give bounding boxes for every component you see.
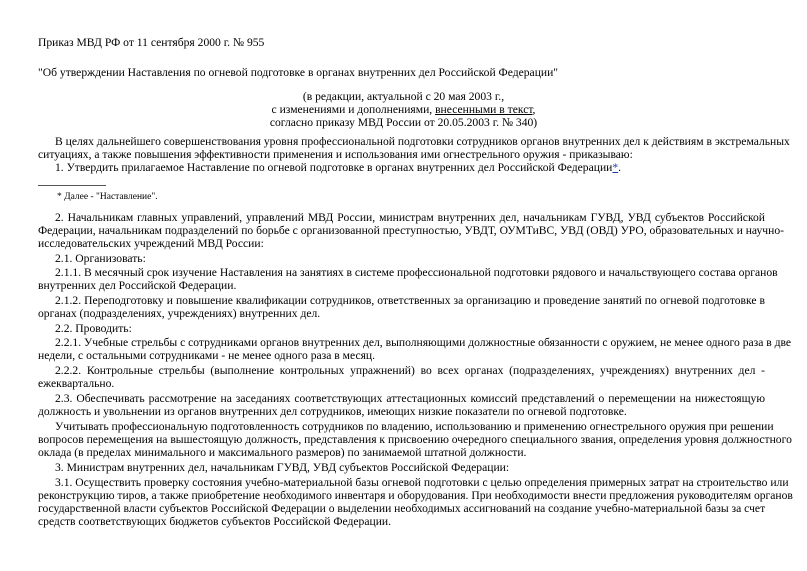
p21: 2.1. Организовать: [55, 252, 146, 265]
footnote: * Далее - "Наставление". [57, 192, 158, 202]
p31-line-3: государственной власти субъектов Российской Федерации о выделении необходимых ассигнований на создание учебно-материальной базы за счет [38, 502, 766, 515]
p23-line-1: 2.3. Обеспечивать рассмотрение на заседаниях соответствующих аттестационных комиссий представлений о перемещении на нижестоящую [55, 392, 765, 405]
p31-line-4: средств соответствующих бюджетов субъектов Российской Федерации. [38, 515, 392, 528]
edition-comma: , [532, 103, 536, 116]
order-subject: "Об утверждении Наставления по огневой подготовке в органах внутренних дел Российской Федерации" [38, 66, 559, 79]
p212-line-1: 2.1.2. Переподготовку и повышение квалификации сотрудников, ответственных за организацию и проведение занятий по огневой подготовке в [55, 294, 765, 307]
p211-line-1: 2.1.1. В месячный срок изучение Наставления на занятиях в системе профессиональной подготовки рядового и начальствующего состава органов [55, 266, 778, 279]
preamble-line-2: ситуациях, а также повышения эффективности применения и использования ими огнестрельного оружия - приказываю: [38, 148, 633, 161]
p22: 2.2. Проводить: [55, 322, 132, 335]
preamble-line-1: В целях дальнейшего совершенствования уровня профессиональной подготовки сотрудников органов внутренних дел к действиям в экстремальных [55, 135, 790, 148]
p222-line-2: ежеквартально. [38, 377, 115, 390]
order-title: Приказ МВД РФ от 11 сентября 2000 г. № 955 [38, 36, 265, 49]
p221-line-1: 2.2.1. Учебные стрельбы с сотрудниками органов внутренних дел, выполняющими должностные обязанности с оружием, не менее одного раза в две [55, 336, 792, 349]
p31-line-1: 3.1. Осуществить проверку состояния учебно-материальной базы огневой подготовки с целью определения примерных затрат на строительство или [55, 476, 789, 489]
item-1-text: 1. Утвердить прилагаемое Наставление по огневой подготовке в органах внутренних дел Российской Федерации [55, 161, 613, 174]
pu-line-3: оклада (в пределах минимального и максимального размеров) по занимаемой штатной должности. [38, 446, 527, 459]
edition-link[interactable]: внесенными в текст [435, 103, 533, 116]
edition-text: с изменениями и дополнениями, [271, 103, 436, 116]
footnote-divider [38, 185, 106, 186]
p212-line-2: органах (подразделениях, учреждениях) внутренних дел. [38, 307, 321, 320]
p2-line-3: исследовательских учреждений МВД России: [38, 237, 264, 250]
edition-line-3: согласно приказу МВД России от 20.05.2003 г. № 340) [269, 116, 538, 129]
edition-line-1: (в редакции, актуальной с 20 мая 2003 г., [302, 90, 505, 103]
item-1 [55, 160, 765, 175]
p2-line-1: 2. Начальникам главных управлений, управлений МВД России, министрам внутренних дел, начальникам ГУВД, УВД субъектов Российской [55, 211, 765, 224]
p23-line-2: должность и увольнении из органов внутренних дел сотрудников, имеющих низкие показатели по огневой подготовке. [38, 405, 627, 418]
p221-line-2: недели, с остальными сотрудниками - не менее одного раза в месяц. [38, 349, 376, 362]
item-1-end: . [618, 161, 622, 174]
p2-line-2: Федерации, начальникам подразделений по борьбе с организованной преступностью, УВДТ, ОУМТиВС, УВД (ОВД) УРО, образовательных и научно- [38, 224, 784, 237]
footnote-link[interactable]: * [612, 161, 619, 174]
pu-line-1: Учитывать профессиональную подготовленность сотрудников по владению, использованию и применению огнестрельного оружия при решении [55, 420, 774, 433]
p211-line-2: внутренних дел Российской Федерации. [38, 279, 237, 292]
pu-line-2: вопросов перемещения на вышестоящую должность, представления к присвоению очередного специального звания, определения уровня должностного [38, 433, 792, 446]
p222-line-1: 2.2.2. Контрольные стрельбы (выполнение контрольных упражнений) во всех органах (подразделениях, учреждениях) внутренних дел - [55, 364, 765, 377]
p31-line-2: реконструкцию тиров, а также приобретение необходимого инвентаря и оборудования. При необходимости внести предложения руководителям органов [38, 489, 793, 502]
p3: 3. Министрам внутренних дел, начальникам ГУВД, УВД субъектов Российской Федерации: [55, 461, 510, 474]
